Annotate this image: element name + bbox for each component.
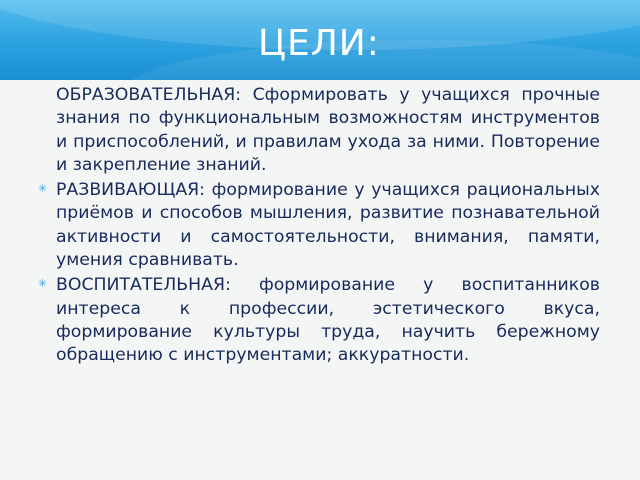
goal-paragraph-upbringing [38,274,600,367]
goal-paragraph-developmental [38,179,600,272]
goal-text-educational: ОБРАЗОВАТЕЛЬНАЯ: Сформировать у учащихся прочные знания по функциональным возможностям инструментов и приспособлений, и правилам ухода за ними. Повторение и закрепление знаний. [56,85,600,175]
slide-body [38,84,600,370]
bullet-icon: ✳ [38,182,48,196]
goal-text-upbringing: ВОСПИТАТЕЛЬНАЯ: формирование у воспитанников интереса к профессии, эстетического вкуса, формирование культуры труда, научить бережному обращению с инструментами; аккуратности. [56,275,600,366]
bullet-icon: ✳ [38,277,48,291]
goal-text-developmental: РАЗВИВАЮЩАЯ: формирование у учащихся рациональных приёмов и способов мышления, развитие познавательной активности и самостоятельности, внимания, памяти, умения сравнивать. [56,180,600,271]
goal-paragraph-educational [38,84,600,177]
title-band-sheen-lower [120,40,640,80]
slide-title: ЦЕЛИ: [258,23,380,64]
